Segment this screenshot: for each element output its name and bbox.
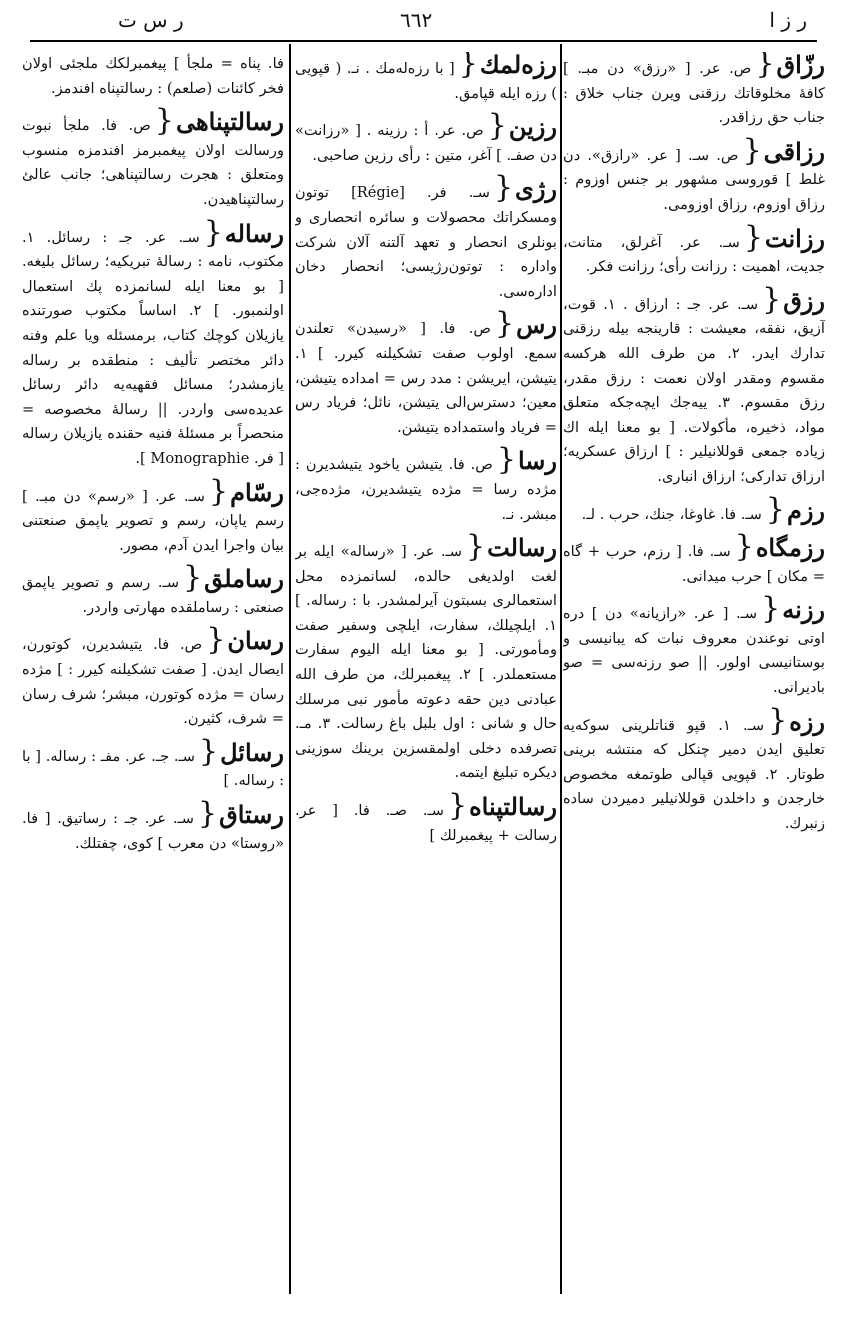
page-number: ٦٦٢ [400,8,433,32]
dictionary-entry [563,706,825,837]
entry-definition: فا. پناه = ملجأ ] پيغمبرلكك ملجئى اولان فخر كائنات (صلعم) : رسالتپناه افندمز. [22,55,284,97]
column-divider-left [289,44,291,1294]
dictionary-entry [295,794,557,848]
entry-headword: رزانت { [740,224,825,253]
entry-headword: رسالتپناهى { [151,107,284,136]
entry-headword: رسالتپناه { [444,792,557,821]
entry-definition: سـ. فا. غاوغا، جنك، حرب . لـ. [581,505,762,523]
entry-headword: رس { [491,310,557,339]
dictionary-entry [563,52,825,131]
entry-definition: [ با رزه‌له‌مك . نـ. ( قپويى ) رزه ايله قپامق. [295,60,557,102]
dictionary-entry [563,285,825,490]
entry-headword: رزه‌لمك { [455,52,557,79]
entry-headword: رساله { [200,219,284,248]
entry-definition: سـ. عر. آغرلق، متانت، جديت، اهميت : رزانت رأى؛ رزانت فكر. [563,233,825,276]
entry-definition: سـ. عر. [ «رساله» ايله بر لغت اولديغى حالده، لسانمزده محل استعمالرى بسبتون آيرلمشدر. با : رساله. ] ١. ايلچيلك، سفارت، ايلچى وسفير صفت ومأمورتى. [ بو معنا ايله اليوم سفارت مستعملدر. ] ٢. پيغمبرلك، من طرف الله عبادنى دين حقه دعوته مأمور نبى مرسلك حال و شانى : اول بلبل باغ رسالت. ٣. مـ. تصرفده دخلى اولمقسزين برينك سوزينى ديكره تبليغ ايتمه. [295,543,557,782]
column-right [563,52,825,1292]
dictionary-entry [563,495,825,528]
column-middle [295,52,557,1292]
entry-definition: ص. عر. [ «رزق» دن مبـ. ] كافهٔ مخلوقاتك رزقنى ويرن جناب خلاق : جناب حق رزاقدر. [563,60,825,127]
column-left [22,52,284,1292]
entry-headword: رسان { [202,626,284,655]
entry-headword: رزم { [762,496,825,525]
entry-headword: رزاقى { [739,137,825,166]
entry-definition: سـ. ١. قپو قناتلرينى سوكه‌يه تعليق ايدن دمير چنكل كه منتشه برينى طوتار. ٢. قپويى قپالى طوتمغه مخصوص خارجدن و داخلدن قوللانيلير دميردن ساده زنبرك. [563,716,825,833]
dictionary-entry [22,566,284,620]
dictionary-entry-continued [22,52,284,101]
dictionary-entry [563,597,825,700]
header-right-letters: ر ز ا [769,8,807,32]
entry-definition: سـ. فر. [Régie] توتون ومسكراتك محصولات و سائره انحصارى و بونلرى انحصار و تعهد آلتنه آلان شركت واداره : توتون‌رژيسى؛ انحصار دخان اداره‌سى. [295,184,557,300]
header-left-letters: ر س ت [118,8,184,32]
entry-definition: سـ. جـ. عر. مفـ : رساله. [ با : رساله. ] [22,747,284,790]
entry-definition: سـ. فا. [ رزم، حرب + گاه = مكان ] حرب ميدانى. [563,543,825,585]
dictionary-entry [295,52,557,106]
entry-definition: ص. فا. يتيشديرن، كوتورن، ايصال ايدن. [ صفت تشكيلنه كيرر : ] مژده رسان = مژده كوتورن، مبشر؛ شرف رسان = شرف، كثيرن. [22,636,284,728]
entry-definition: ص. فا. يتيشن ياخود يتيشديرن : مژده رسا = مژده يتيشديرن، مژده‌جى، مبشر. نـ. [295,456,557,523]
dictionary-entry [22,802,284,856]
entry-headword: رزه { [764,707,825,736]
entry-definition: ص. عر. أ : رزينه . [ «رزانت» دن صفـ. ] آغر، متين : رأى رزين صاحبى. [295,122,557,164]
entry-headword: رستاق { [194,800,284,829]
entry-headword: رژى { [490,174,557,203]
dictionary-entry [22,218,284,472]
dictionary-entry [22,109,284,212]
entry-definition: سـ. [ عر. «رازيانه» دن ] دره اوتى نوعندن معروف نبات كه يبانيسى و بوستانيسى اولور. || صو رزنه‌سى = صو باديرانى. [563,605,825,697]
dictionary-entry [563,535,825,589]
entry-headword: رسا { [493,446,557,475]
entry-definition: سـ. عر. جـ : رساتيق. [ فا. «روستا» دن معرب ] كوى، چفتلك. [22,810,284,852]
entry-headword: رسالت { [462,533,557,562]
page-header [0,0,847,40]
entry-headword: رزّاق { [751,52,825,79]
dictionary-entry [22,737,284,794]
entry-definition: سـ. عر. جـ : رسائل. ١. مكتوب، نامه : رسالهٔ تبريكيه؛ رسائل بليغه. [ بو معنا ايله لسانمزده پك استعمال اولنمبور. ] ٢. اساساً مكتوب صورتنده يازيلان كوچك كتاب، برمسئله ويا علم وفنه دائر مختصر تأليف : منطقده بر رساله يازمشدر؛ مسائل فقهيه‌يه دائر رسائل عديده‌سى واردر. || رسالهٔ مخصوصه = منحصراً بر مسئلهٔ فنيه حقنده يازيلان رساله [ فر. Monographie ]. [22,228,284,467]
entry-definition: سـ. عر. [ «رسم» دن مبـ. ] رسم ياپان، رسم و تصوير ياپمق صنعتنى بيان واجرا ايدن آدم، مصور. [22,487,284,554]
entry-headword: رسائل { [195,738,284,767]
header-rule [30,40,817,42]
entry-headword: رساملق { [179,564,284,593]
entry-definition: ص. سـ. [ عر. «رازق». دن غلط ] قوروسى مشهور بر جنس اوزوم : رزاق اوزوم، رزاق اوزومى. [563,146,825,213]
dictionary-entry [22,477,284,559]
entry-headword: رزمگاه { [731,533,825,562]
dictionary-entry [295,176,557,304]
entry-definition: سـ. صـ. فا. [ عر. رسالت + پيغمبرلك ] [295,802,557,844]
column-divider-right [560,44,562,1294]
dictionary-entry [295,448,557,527]
entry-headword: رزين { [484,112,557,141]
entry-definition: ص. فا. [ «رسيدن» تعلندن سمع. اولوب صفت تشكيلنه كيرر. ] ١. يتيشن، ايريشن : مدد رس = امداده يتيشن، معين؛ دسترس‌الى يتيشن، نائل؛ فرياد رس = فرياد واستمداده يتيشن. [295,320,557,436]
entry-definition: ص. فا. ملجأ نبوت ورسالت اولان پيغمبرمز افندمزه منسوب ومتعلق : هجرت رسالتپناهى؛ جانب عالئ رسالتپناهيدن. [22,117,284,208]
dictionary-entry [295,312,557,440]
dictionary-entry [295,114,557,168]
dictionary-entry [295,535,557,786]
dictionary-entry [22,628,284,731]
dictionary-entry [563,136,825,218]
entry-definition: سـ. عر. جـ : ارزاق . ١. قوت، آزيق، نفقه، معيشت : قارينجه بيله رزقنى تدارك ايدر. ٢. من طرف الله هركسه مقسوم ومقدر اولان نعمت : رزق مقدر، رزق مقسوم. ٣. ييه‌جك ايچه‌جكه متعلق مواد، ذخيره، مأكولات. [ بو معنا ايله اك زياده جمعى قوللانيلير : ] ارزاق عسكريه؛ ارزاق تداركى؛ ارزاق انبارى. [563,295,825,485]
entry-headword: رسّام { [205,478,284,507]
entry-definition: سـ. رسم و تصوير ياپمق صنعتى : رساملقده مهارتى واردر. [22,574,284,616]
dictionary-entry [563,223,825,280]
entry-headword: رزنه { [757,595,825,624]
entry-headword: رزق { [758,286,825,315]
